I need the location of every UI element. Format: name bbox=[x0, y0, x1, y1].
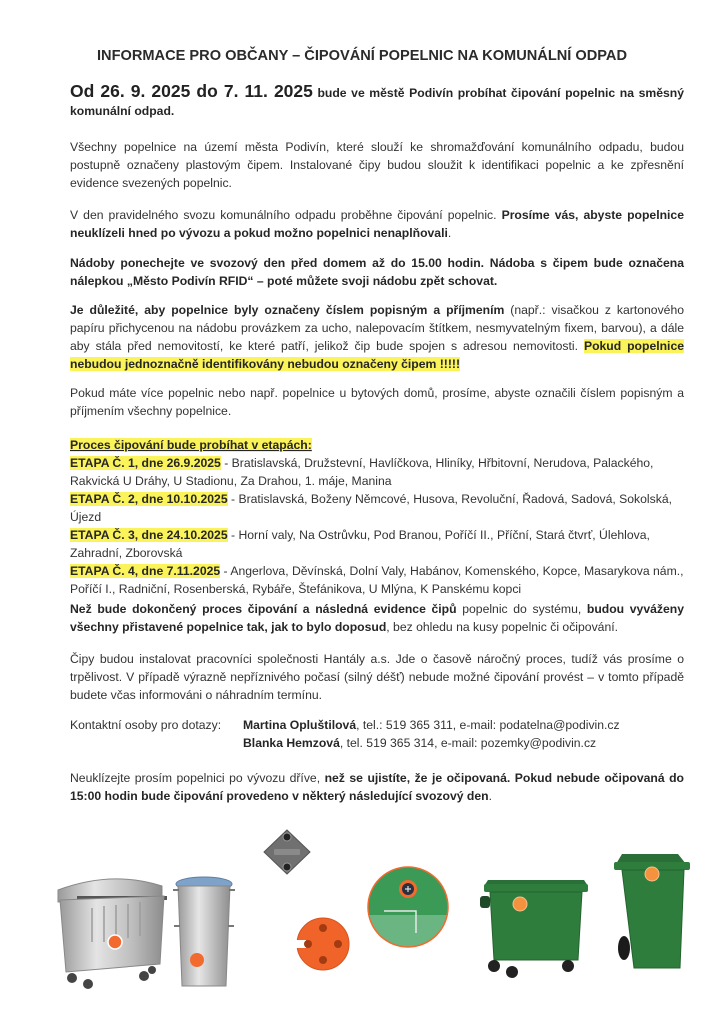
paragraph-labelling bbox=[70, 301, 684, 373]
stages-heading: Proces čipování bude probíhat v etapách: bbox=[70, 438, 312, 452]
para6-bold1: Než bude dokončený proces čipování a následná evidence čipů bbox=[70, 602, 457, 616]
stage-label: ETAPA Č. 3, dne 24.10.2025 bbox=[70, 528, 228, 542]
metal-container-icon bbox=[52, 872, 172, 990]
para4-highlight: Pokud popelnice nebudou jednoznačně identifikovány nebudou označeny čipem !!!!! bbox=[70, 339, 684, 371]
metal-bin-icon bbox=[170, 876, 238, 992]
rfid-chip-diamond-icon bbox=[262, 828, 312, 876]
paragraph-installer: Čipy budou instalovat pracovníci společnosti Hantály a.s. Jde o časově náročný proces, tudíž vás prosíme o trpělivost. V případě výrazně nepříznivého počasí (silný déšť) nebude možné čipování provést – v tomto případě budete včas informováni o náhradním termínu. bbox=[70, 652, 684, 702]
contact-details[interactable]: , tel. 519 365 314, e-mail: pozemky@podivin.cz bbox=[339, 736, 597, 750]
stages-section bbox=[70, 436, 684, 598]
contact-name: Blanka Hemzová bbox=[243, 736, 340, 750]
contact-person bbox=[243, 736, 596, 750]
illustrations-row bbox=[0, 810, 724, 1024]
para8-normal: Neuklízejte prosím popelnici po vývozu dříve, bbox=[70, 771, 325, 785]
intro-text: bude ve městě Podivín probíhat čipování popelnic na směsný komunální odpad. bbox=[70, 86, 684, 118]
paragraph-chips-intro: Všechny popelnice na území města Podivín, které slouží ke shromažďování komunálního odpadu, budou postupně označeny plastovým čipem. Instalované čipy budou sloužit k identifikaci popelnic a ke zpřesnění evidence svezených popelnic. bbox=[70, 140, 684, 190]
para8-end: . bbox=[488, 789, 492, 803]
contact-name: Martina Opluštilová bbox=[243, 718, 357, 732]
green-container-icon bbox=[480, 874, 592, 978]
paragraph-until-complete bbox=[70, 600, 684, 636]
stage-streets: - Bratislavská, Družstevní, Havlíčkova, Hliníky, Hřbitovní, Nerudova, Palackého, Rakvická U Dráhy, U Stadionu, Za Drahou, 1. máje, Manina bbox=[70, 456, 654, 488]
paragraph-collection-day bbox=[70, 206, 684, 242]
stage-streets: - Bratislavská, Boženy Němcové, Husova, Revoluční, Řadová, Sadová, Sokolská, Újezd bbox=[70, 492, 672, 524]
contact-person bbox=[243, 718, 620, 732]
green-bin-icon bbox=[612, 850, 692, 974]
stage-label: ETAPA Č. 4, dne 7.11.2025 bbox=[70, 564, 221, 578]
para6-normal2: , bez ohledu na kusy popelnic či očipování. bbox=[386, 620, 618, 634]
chip-closeup-icon bbox=[366, 865, 450, 949]
paragraph-leave-bins: Nádoby ponechejte ve svozový den před domem až do 15.00 hodin. Nádoba s čipem bude označena nálepkou „Město Podivín RFID“ – poté můžete svoji nádobu zpět schovat. bbox=[70, 256, 684, 288]
page-title: INFORMACE PRO OBČANY – ČIPOVÁNÍ POPELNIC NA KOMUNÁLNÍ ODPAD bbox=[97, 48, 627, 64]
paragraph-multiple-bins: Pokud máte více popelnic nebo např. popelnice u bytových domů, prosíme, abyste označili číslem popisným a příjmením všechny popelnice. bbox=[70, 386, 684, 418]
stage-streets: - Horní valy, Na Ostrůvku, Pod Branou, Poříčí II., Příční, Stará čtvrť, Úlehlova, Zahradní, Zborovská bbox=[70, 528, 650, 560]
stage-item bbox=[70, 490, 684, 526]
para6-bold2: budou vyváženy všechny přistavené popelnice tak, jak to bylo doposud bbox=[70, 602, 684, 634]
para8-bold: než se ujistíte, že je očipovaná. Pokud nebude očipovaná do 15:00 hodin bude čipování provedeno v některý následující svozový den bbox=[70, 771, 684, 803]
stage-streets: - Angerlova, Děvínská, Dolní Valy, Habánov, Komenského, Kopce, Masarykova nám., Poříčí I., Radniční, Rosenberská, Rybáře, Štefánikova, U Mlýna, K Panskému kopci bbox=[70, 564, 684, 596]
stage-label: ETAPA Č. 2, dne 10.10.2025 bbox=[70, 492, 228, 506]
rfid-chip-round-icon bbox=[294, 915, 352, 973]
para2-normal: V den pravidelného svozu komunálního odpadu proběhne čipování popelnic. bbox=[70, 208, 502, 222]
stage-item bbox=[70, 562, 684, 598]
para2-bold: Prosíme vás, abyste popelnice neuklízeli hned po vývozu a pokud možno popelnici nenaplňovali bbox=[70, 208, 684, 240]
para6-normal1: popelnic do systému, bbox=[456, 602, 587, 616]
date-range: Od 26. 9. 2025 do 7. 11. 2025 bbox=[70, 81, 313, 101]
contacts-label: Kontaktní osoby pro dotazy: bbox=[70, 718, 222, 732]
contact-details[interactable]: , tel.: 519 365 311, e-mail: podatelna@podivin.cz bbox=[356, 718, 620, 732]
stage-item bbox=[70, 526, 684, 562]
stage-label: ETAPA Č. 1, dne 26.9.2025 bbox=[70, 456, 221, 470]
intro-paragraph bbox=[70, 82, 684, 120]
para4-bold: Je důležité, aby popelnice byly označeny číslem popisným a příjmením bbox=[70, 303, 505, 317]
paragraph-final-note bbox=[70, 769, 684, 805]
para4-normal: (např.: visačkou z kartonového papíru přichycenou na nádobu provázkem za ucho, nalepovacím štítkem, nesmyvatelným fixem, barvou), a dále aby stála před nemovitostí, ke které patří, jelikož čip bude spojen s adresou nemovitosti. bbox=[70, 303, 684, 353]
stage-item bbox=[70, 454, 684, 490]
para2-end: . bbox=[447, 226, 452, 240]
